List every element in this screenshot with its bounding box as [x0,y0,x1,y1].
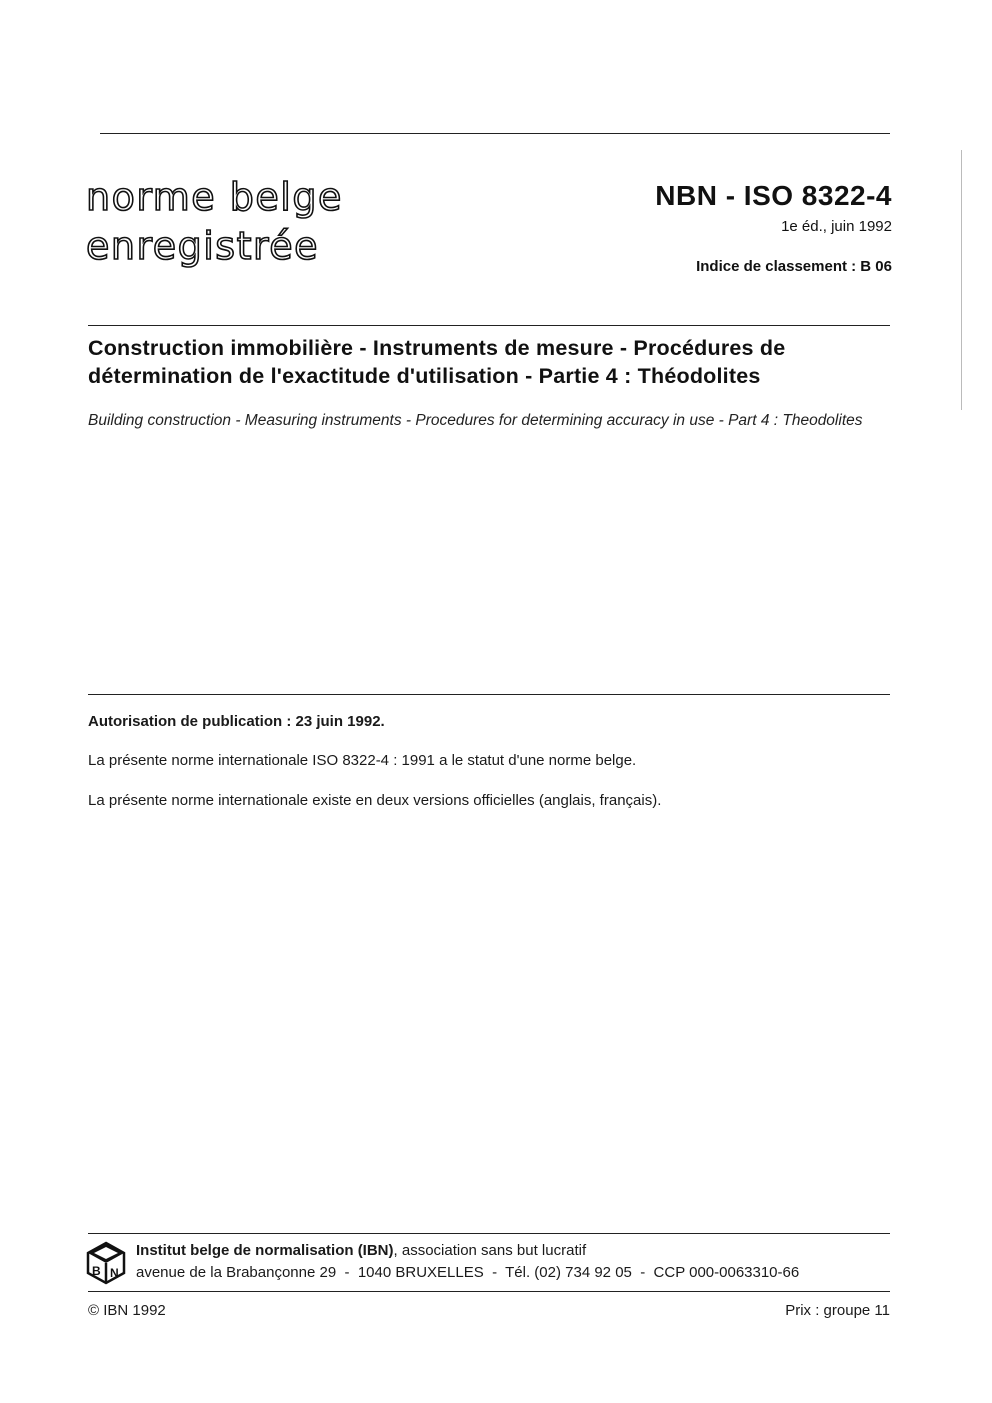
scan-edge-mark [961,150,962,410]
authorization-date: Autorisation de publication : 23 juin 1992. [88,713,385,730]
svg-text:N: N [110,1266,119,1280]
institute-address: avenue de la Brabançonne 29 - 1040 BRUXELLES - Tél. (02) 734 92 05 - CCP 000-0063310-66 [136,1264,800,1281]
price-group: Prix : groupe 11 [785,1302,890,1319]
french-title: Construction immobilière - Instruments de mesure - Procédures de détermination de l'exactitude d'utilisation - Partie 4 : Théodolites [88,336,786,388]
enregistree-label: enregistrée [86,224,320,268]
standard-code: NBN - ISO 8322-4 [655,180,892,211]
status-statement: La présente norme internationale ISO 8322-4 : 1991 a le statut d'une norme belge. [88,752,637,769]
classification-index: Indice de classement : B 06 [696,258,892,275]
institute-suffix: , association sans but lucratif [393,1242,587,1259]
footer-bottom-rule [88,1291,890,1292]
institute-name: Institut belge de normalisation (IBN) [136,1242,394,1259]
english-title: Building construction - Measuring instruments - Procedures for determining accuracy in use - Part 4 : Theodolites [88,412,863,429]
ibn-logo-icon [84,1241,128,1285]
footer-top-rule [88,1233,890,1234]
norme-belge-label: norme belge [86,175,343,219]
versions-statement: La présente norme internationale existe en deux versions officielles (anglais, français). [88,792,662,809]
institute-line [136,1242,586,1259]
top-rule [100,133,890,134]
body-rule [88,694,890,695]
svg-text:B: B [92,1264,101,1278]
title-rule [88,325,890,326]
edition-date: 1e éd., juin 1992 [781,218,892,235]
copyright: © IBN 1992 [88,1302,166,1319]
